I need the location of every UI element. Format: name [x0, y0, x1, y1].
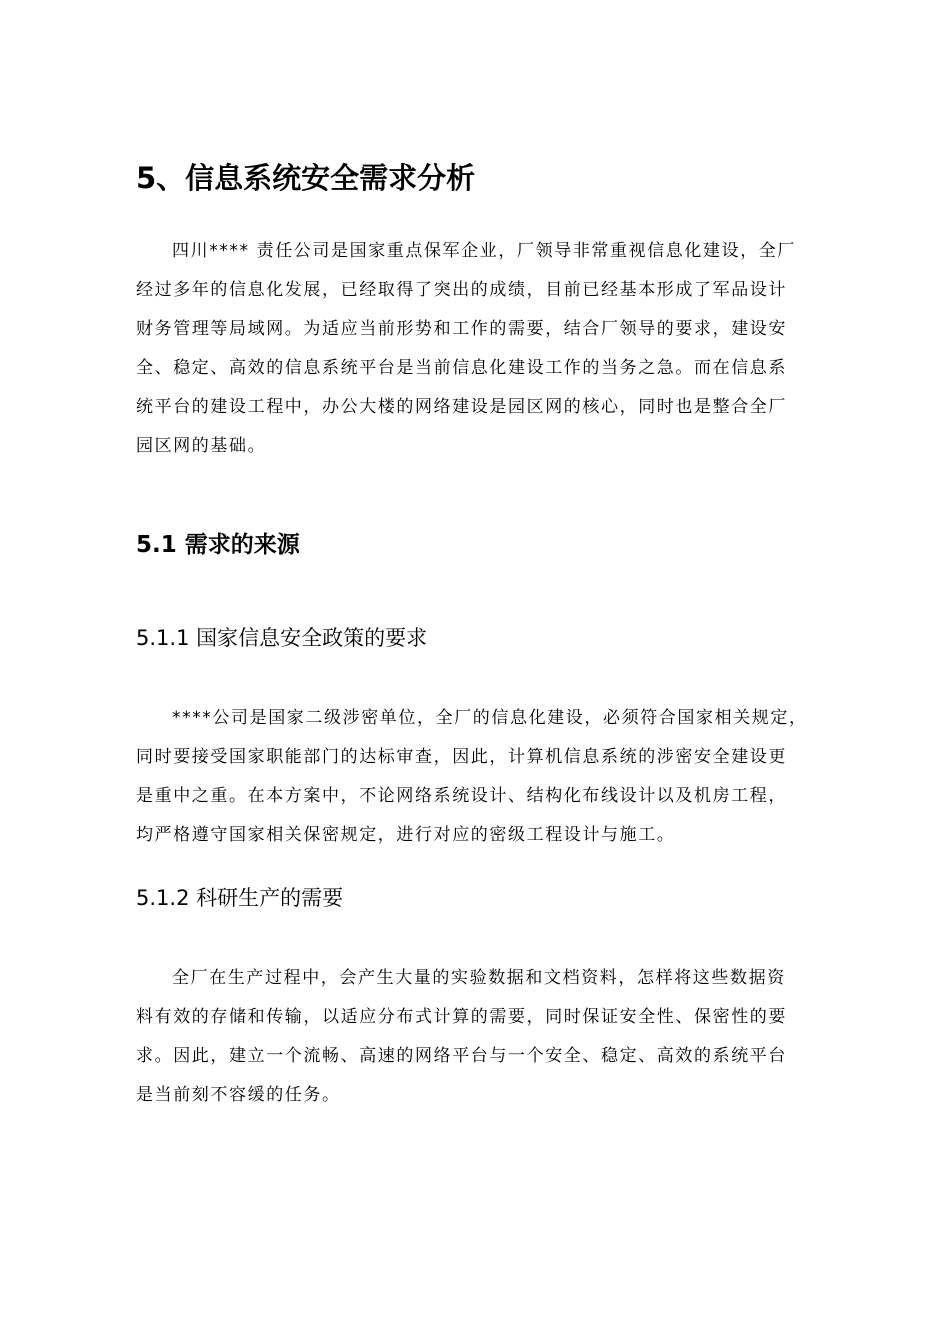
paragraph-line: 同时要接受国家职能部门的达标审查，因此，计算机信息系统的涉密安全建设更: [136, 747, 787, 767]
paragraph-line: 统平台的建设工程中，办公大楼的网络建设是园区网的核心，同时也是整合全厂: [136, 397, 787, 417]
subsection-2-paragraph: [136, 959, 826, 1115]
paragraph-line: 四川**** 责任公司是国家重点保军企业，厂领导非常重视信息化建设，全厂: [172, 241, 797, 261]
paragraph-line: ****公司是国家二级涉密单位，全厂的信息化建设，必须符合国家相关规定，: [172, 708, 808, 728]
paragraph-line: 是当前刻不容缓的任务。: [136, 1085, 341, 1105]
paragraph-line: 园区网的基础。: [136, 436, 267, 456]
paragraph-line: 经过多年的信息化发展，已经取得了突出的成绩，目前已经基本形成了军品设计: [136, 280, 787, 300]
subsection-1-paragraph: [136, 699, 826, 855]
subsection-title: 5.1 需求的来源: [136, 532, 300, 558]
paragraph-line: 均严格遵守国家相关保密规定，进行对应的密级工程设计与施工。: [136, 825, 676, 845]
paragraph-line: 求。因此，建立一个流畅、高速的网络平台与一个安全、稳定、高效的系统平台: [136, 1046, 787, 1066]
paragraph-line: 料有效的存储和传输，以适应分布式计算的需要，同时保证安全性、保密性的要: [136, 1007, 787, 1027]
paragraph-line: 全、稳定、高效的信息系统平台是当前信息化建设工作的当务之急。而在信息系: [136, 358, 787, 378]
intro-paragraph: [136, 232, 826, 466]
subsection-1-title: 5.1.1 国家信息安全政策的要求: [136, 626, 428, 650]
paragraph-line: 是重中之重。在本方案中，不论网络系统设计、结构化布线设计以及机房工程，: [136, 786, 787, 806]
section-title: 5、信息系统安全需求分析: [136, 161, 476, 195]
paragraph-line: 全厂在生产过程中，会产生大量的实验数据和文档资料，怎样将这些数据资: [172, 968, 786, 988]
subsection-2-title: 5.1.2 科研生产的需要: [136, 886, 344, 910]
paragraph-line: 财务管理等局域网。为适应当前形势和工作的需要，结合厂领导的要求，建设安: [136, 319, 787, 339]
